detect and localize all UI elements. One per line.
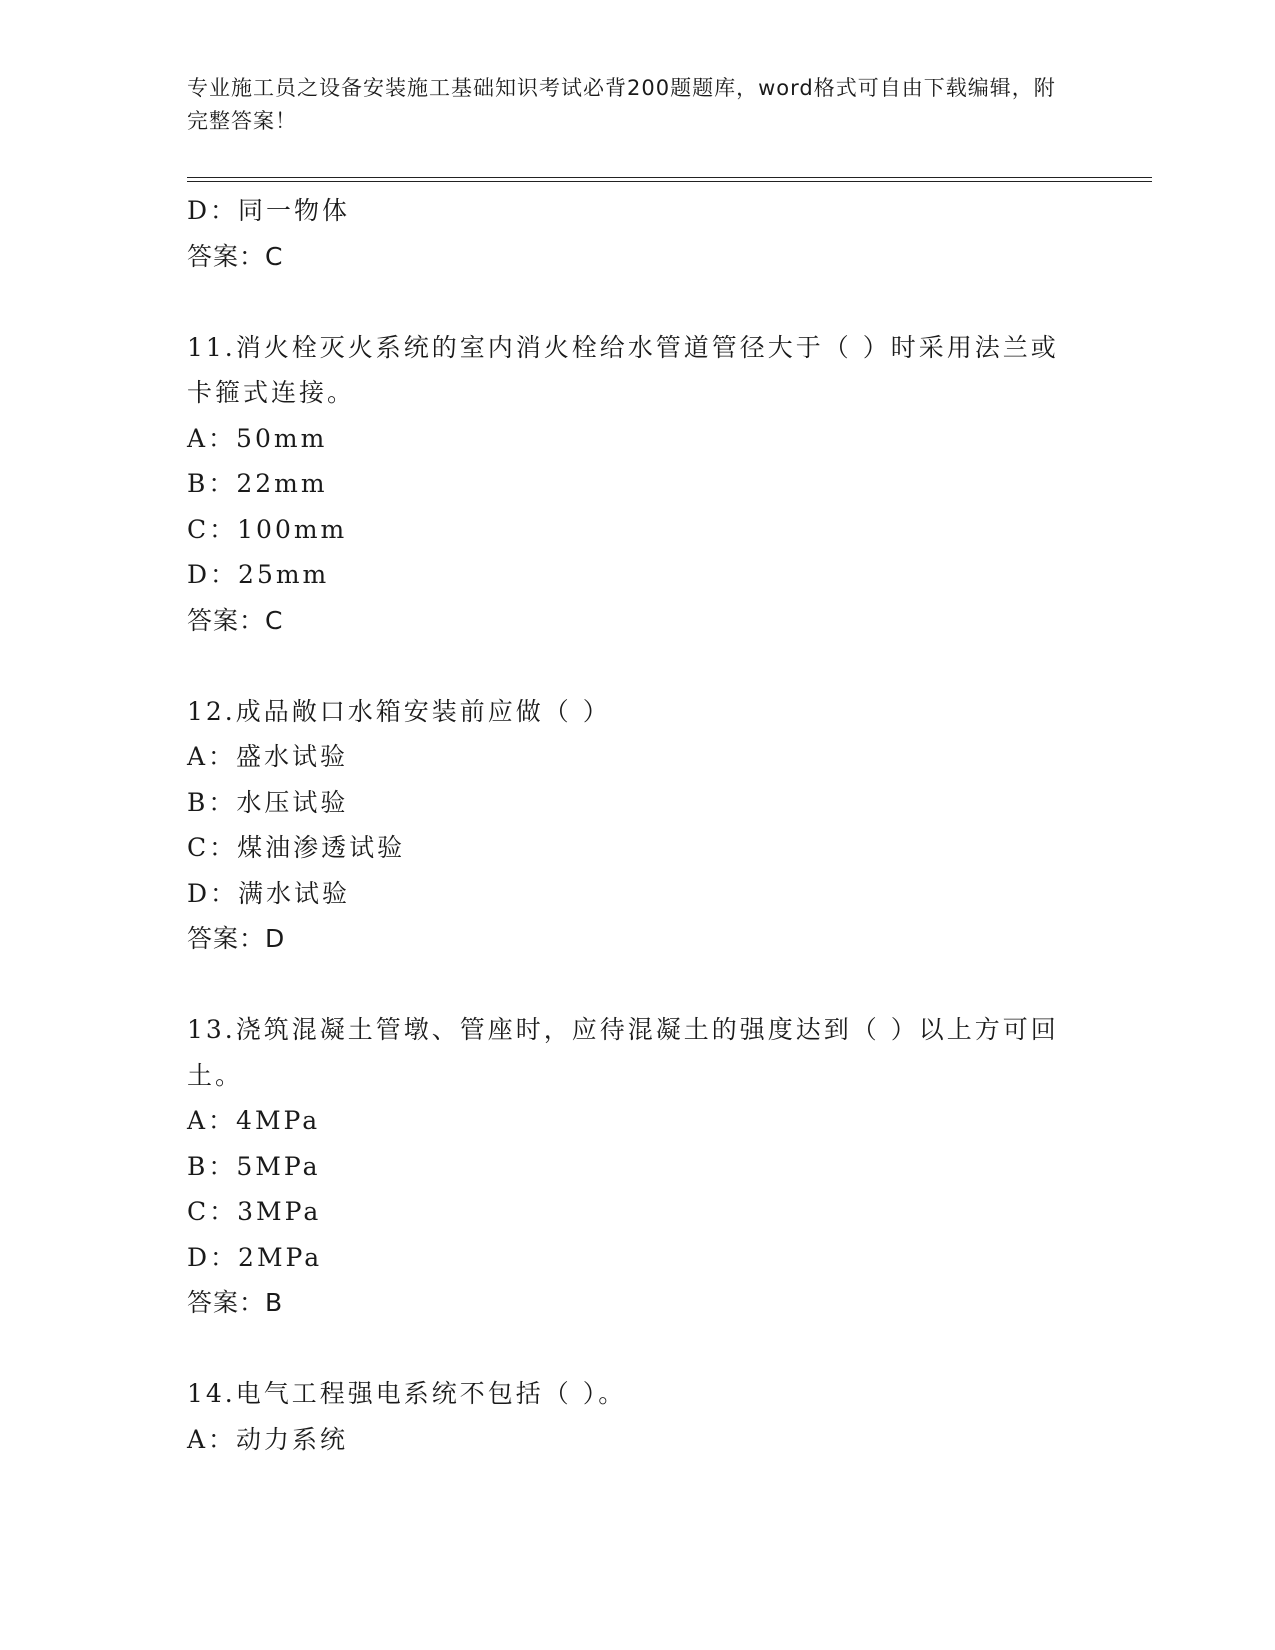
question-12 [187, 689, 1077, 962]
question-stem: 12.成品敞口水箱安装前应做（ ） [187, 696, 611, 726]
option-a: A：4MPa [187, 1106, 321, 1135]
option-c: C：3MPa [187, 1197, 322, 1226]
question-stem: 13.浇筑混凝土管墩、管座时，应待混凝土的强度达到（ ）以上方可回土。 [187, 1015, 1059, 1090]
question-answer: 答案：C [187, 605, 284, 635]
option-b: B：5MPa [187, 1151, 321, 1181]
option-c: C：煤油渗透试验 [187, 833, 406, 862]
spacer [187, 643, 1077, 689]
document-header: 专业施工员之设备安装施工基础知识考试必背200题题库，word格式可自由下载编辑，附完整答案！ [187, 76, 1056, 133]
question-answer: 答案：B [187, 1288, 284, 1317]
option-d: D：2MPa [187, 1242, 323, 1272]
option-b: B：22mm [187, 469, 328, 498]
question-list [187, 188, 1077, 1462]
option-a: A：50mm [187, 423, 328, 453]
option-a: A：动力系统 [187, 1424, 349, 1454]
question-13 [187, 1007, 1077, 1326]
prev-question-option-d: D：同一物体 [187, 196, 351, 225]
question-14 [187, 1371, 1077, 1462]
option-d: D：满水试验 [187, 878, 351, 908]
spacer [187, 279, 1077, 325]
option-a: A：盛水试验 [187, 742, 349, 771]
question-stem: 11.消火栓灭火系统的室内消火栓给水管道管径大于（ ）时采用法兰或卡箍式连接。 [187, 332, 1059, 407]
header-divider-thin [187, 177, 1152, 178]
question-11 [187, 325, 1077, 644]
spacer [187, 962, 1077, 1008]
option-c: C：100mm [187, 514, 348, 544]
option-d: D：25mm [187, 560, 330, 589]
prev-question-answer: 答案：C [187, 241, 284, 271]
question-answer: 答案：D [187, 924, 286, 953]
spacer [187, 1326, 1077, 1372]
question-stem: 14.电气工程强电系统不包括（ ）。 [187, 1379, 627, 1408]
option-b: B：水压试验 [187, 787, 349, 817]
header-divider-thick [187, 181, 1152, 182]
